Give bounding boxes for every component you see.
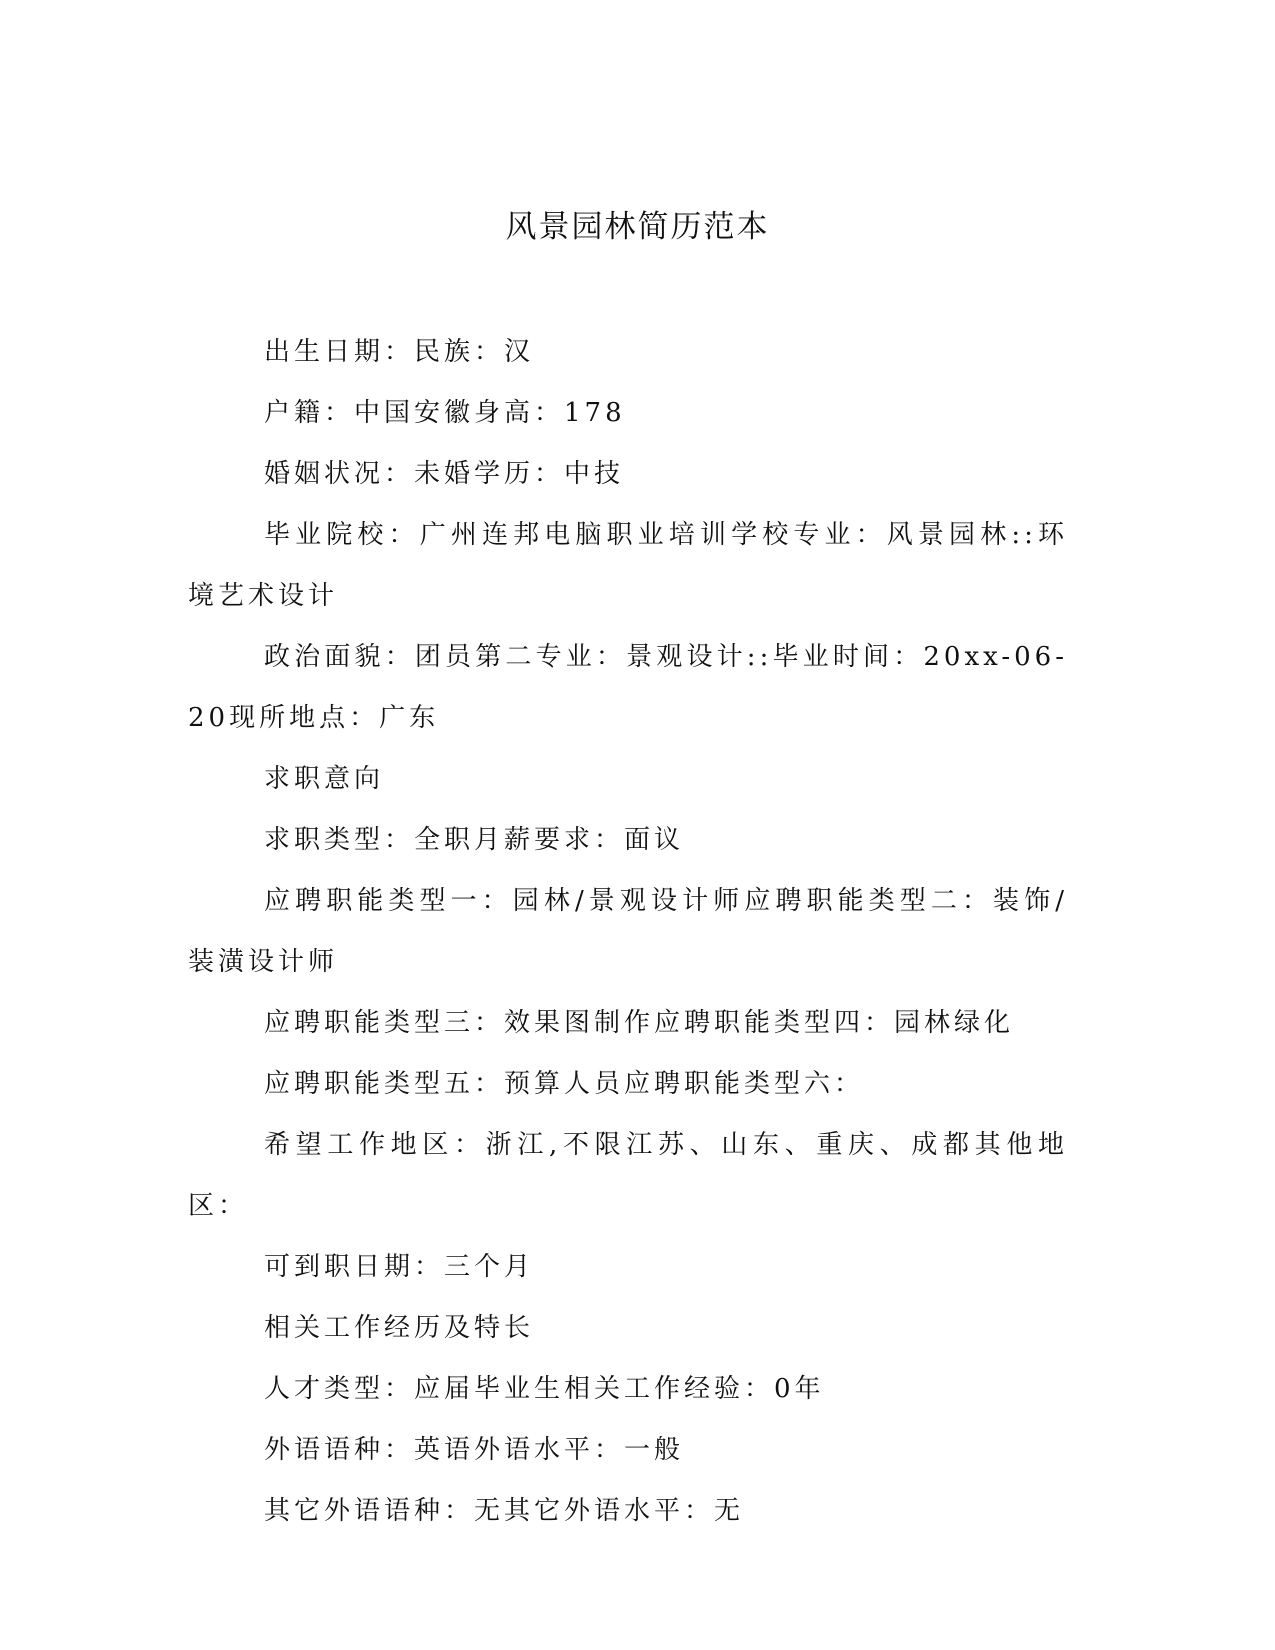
paragraph-talent-type: 人才类型：应届毕业生相关工作经验：0年 <box>264 1374 825 1404</box>
paragraph-foreign-language: 外语语种：英语外语水平：一般 <box>264 1435 685 1465</box>
paragraph-other-language: 其它外语语种：无其它外语水平：无 <box>264 1496 745 1526</box>
section-heading-experience: 相关工作经历及特长 <box>264 1313 535 1343</box>
document-title: 风景园林简历范本 <box>505 209 770 245</box>
paragraph-marital-education: 婚姻状况：未婚学历：中技 <box>264 459 625 489</box>
paragraph-job-functions-1-2: 应聘职能类型一：园林/景观设计师应聘职能类型二：装饰/装潢设计师 <box>188 886 1068 977</box>
paragraph-school-major: 毕业院校：广州连邦电脑职业培训学校专业：风景园林::环境艺术设计 <box>188 520 1068 611</box>
paragraph-job-functions-5-6: 应聘职能类型五：预算人员应聘职能类型六： <box>264 1069 865 1099</box>
paragraph-job-type-salary: 求职类型：全职月薪要求：面议 <box>264 825 685 855</box>
document-body <box>188 322 1068 1542</box>
paragraph-birth-ethnicity: 出生日期：民族：汉 <box>264 337 535 367</box>
paragraph-work-region: 希望工作地区：浙江,不限江苏、山东、重庆、成都其他地区： <box>188 1130 1068 1221</box>
paragraph-available-date: 可到职日期：三个月 <box>264 1252 535 1282</box>
section-heading-job-intention: 求职意向 <box>264 764 385 794</box>
paragraph-political-graduation: 政治面貌：团员第二专业：景观设计::毕业时间：20xx-06-20现所地点：广东 <box>188 642 1068 733</box>
paragraph-job-functions-3-4: 应聘职能类型三：效果图制作应聘职能类型四：园林绿化 <box>264 1008 1015 1038</box>
paragraph-household-height: 户籍：中国安徽身高：178 <box>264 398 626 428</box>
